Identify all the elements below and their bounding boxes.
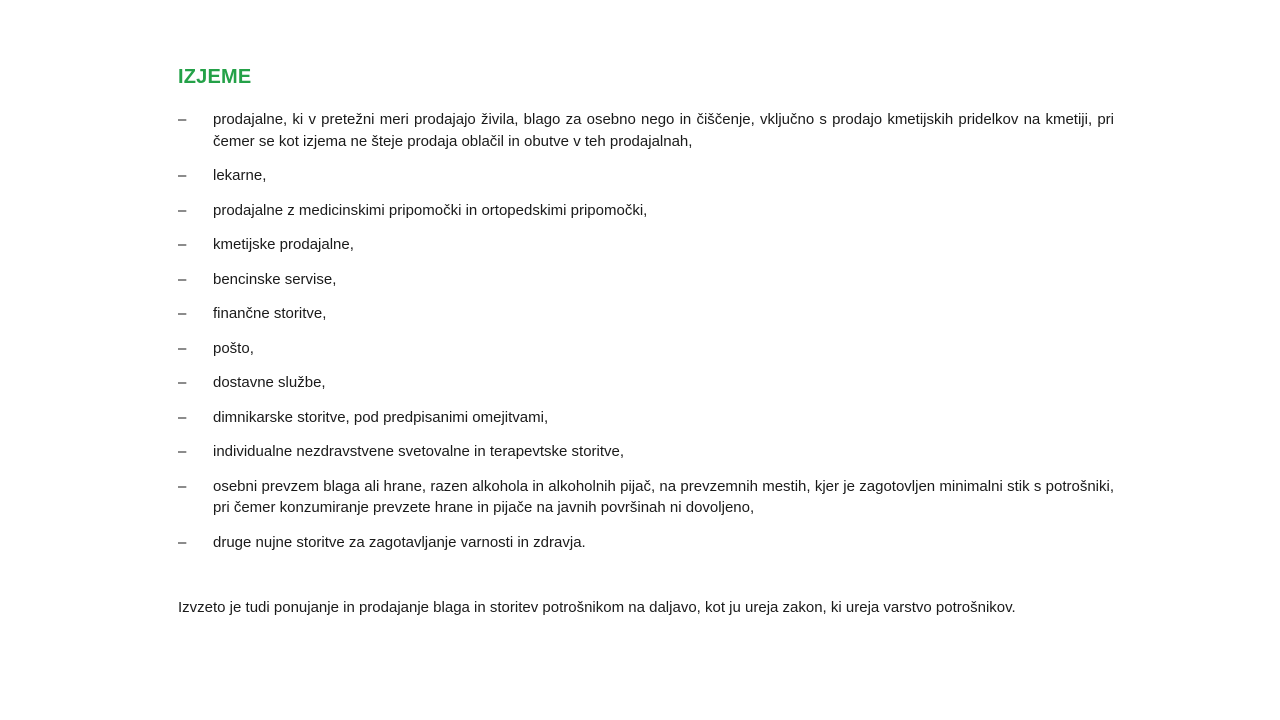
dash-bullet-marker: – xyxy=(178,533,187,551)
list-item xyxy=(178,165,1114,187)
list-item-text: bencinske servise, xyxy=(213,270,337,288)
dash-bullet-marker: – xyxy=(178,374,187,391)
list-item xyxy=(178,234,1114,256)
exceptions-bullet-list xyxy=(178,109,1114,553)
list-item xyxy=(178,200,1114,222)
dash-bullet-marker: – xyxy=(178,443,187,460)
list-item-text: prodajalne z medicinskimi pripomočki in ortopedskimi pripomočki, xyxy=(213,201,648,219)
list-item xyxy=(178,338,1114,360)
list-item-text: individualne nezdravstvene svetovalne in terapevtske storitve, xyxy=(213,443,625,460)
dash-bullet-marker: – xyxy=(178,477,187,495)
list-item xyxy=(178,532,1114,554)
dash-bullet-marker: – xyxy=(178,339,187,357)
list-item xyxy=(178,372,1114,394)
dash-bullet-marker: – xyxy=(178,408,187,426)
list-item xyxy=(178,407,1114,429)
list-item-text: druge nujne storitve za zagotavljanje varnosti in zdravja. xyxy=(213,533,586,551)
slide-content xyxy=(178,66,1114,620)
list-item xyxy=(178,269,1114,291)
closing-paragraph: Izvzeto je tudi ponujanje in prodajanje blaga in storitev potrošnikom na daljavo, kot ju ureja zakon, ki ureja varstvo potrošnikov. xyxy=(178,599,1016,616)
dash-bullet-marker: – xyxy=(178,270,187,288)
list-item xyxy=(178,476,1114,519)
list-item xyxy=(178,303,1114,325)
list-item-text: lekarne, xyxy=(213,167,267,184)
slide-title: IZJEME xyxy=(178,66,252,88)
list-item-text: osebni prevzem blaga ali hrane, razen alkohola in alkoholnih pijač, na prevzemnih mestih, kjer je zagotovljen minimalni stik s potrošniki, pri čemer konzumiranje prevzete hrane in pijače na javnih površinah ni dovoljeno, xyxy=(213,477,1114,516)
list-item-text: kmetijske prodajalne, xyxy=(213,236,354,253)
dash-bullet-marker: – xyxy=(178,305,187,322)
dash-bullet-marker: – xyxy=(178,236,187,253)
list-item-text: finančne storitve, xyxy=(213,305,327,322)
dash-bullet-marker: – xyxy=(178,201,187,219)
list-item xyxy=(178,441,1114,463)
list-item-text: pošto, xyxy=(213,339,254,357)
list-item-text: dimnikarske storitve, pod predpisanimi omejitvami, xyxy=(213,408,549,426)
dash-bullet-marker: – xyxy=(178,167,187,184)
dash-bullet-marker: – xyxy=(178,111,187,128)
list-item-text: dostavne službe, xyxy=(213,374,326,391)
list-item xyxy=(178,109,1114,152)
list-item-text: prodajalne, ki v pretežni meri prodajajo živila, blago za osebno nego in čiščenje, vključno s prodajo kmetijskih pridelkov na kmetiji, pri čemer se kot izjema ne šteje prodaja oblačil in obutve v teh prodajalnah, xyxy=(213,111,1114,150)
